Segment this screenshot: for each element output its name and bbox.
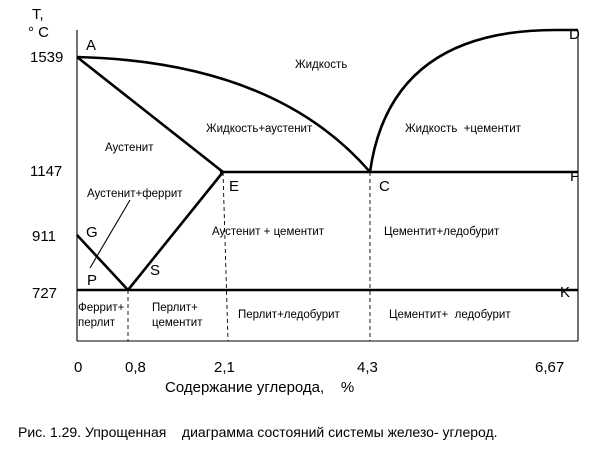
region-pearlite-ledeburite: Перлит+ледобурит [238,309,340,321]
region-pearlite-cementite-1: Перлит+ [152,302,198,314]
point-k: K [560,284,571,301]
y-axis-title-2: ° C [28,24,49,41]
point-s: S [150,262,161,279]
y-axis-title-1: T, [32,6,44,23]
line-gs [77,235,128,290]
solidus-ae [77,57,223,172]
x-tick-0-8: 0,8 [125,359,146,376]
region-ferrite-pearlite-2: перлит [78,317,116,329]
x-tick-2-1: 2,1 [214,359,235,376]
x-tick-4-3: 4,3 [357,359,378,376]
region-cementite-ledeburite-lower: Цементит+ ледобурит [389,309,511,321]
point-p: P [87,272,98,289]
region-pearlite-cementite-2: цементит [152,317,203,329]
region-austenite-ferrite: Аустенит+феррит [87,188,183,200]
point-g: G [86,224,98,241]
y-tick-911: 911 [32,228,56,245]
region-ferrite-pearlite-1: Феррит+ [78,302,125,314]
region-liquid-austenite: Жидкость+аустенит [206,123,313,135]
region-liquid-cementite: Жидкость +цементит [405,123,521,135]
x-tick-0: 0 [74,359,83,376]
y-tick-727: 727 [32,285,58,302]
point-e: E [229,178,240,195]
region-austenite: Аустенит [105,142,154,154]
y-tick-1147: 1147 [30,163,63,180]
point-d: D [569,26,580,43]
region-austenite-cementite: Аустенит + цементит [212,226,325,238]
y-tick-1539: 1539 [30,49,64,66]
liquidus-ac [77,57,370,172]
point-f: F [570,168,580,185]
region-cementite-ledeburite-upper: Цементит+ледобурит [384,226,500,238]
region-liquid: Жидкость [295,59,348,71]
figure-caption: Рис. 1.29. Упрощенная диаграмма состояний системы железо- углерод. [18,424,498,440]
dash-2-1 [223,172,228,341]
point-c: C [379,178,390,195]
liquidus-cd [370,30,555,172]
x-tick-6-67: 6,67 [535,359,565,376]
point-a: A [86,37,97,54]
x-axis-title: Содержание углерода, % [165,379,355,396]
